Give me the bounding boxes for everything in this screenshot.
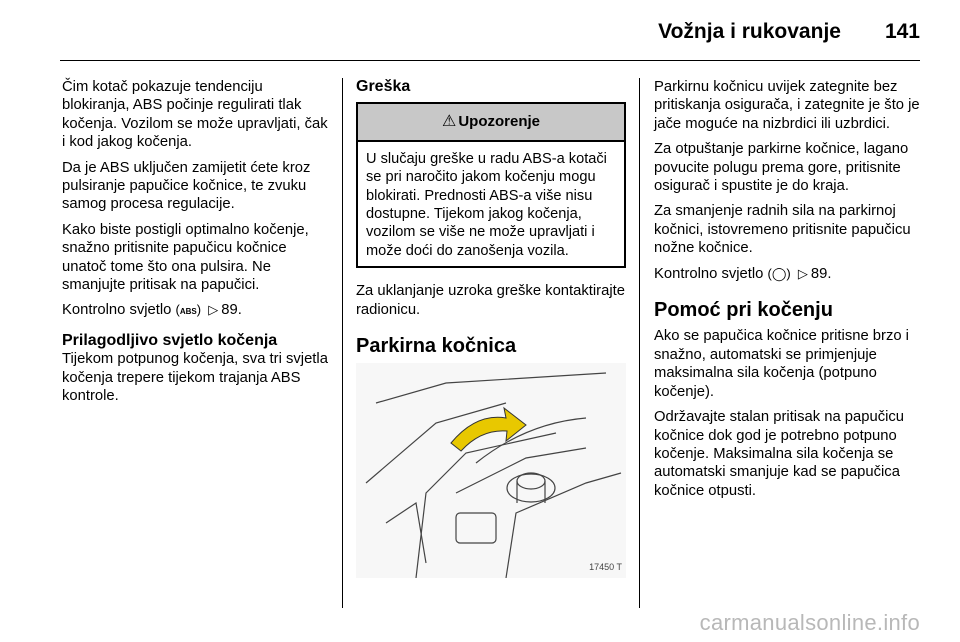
paragraph-control-lamp [62, 301, 330, 321]
page-reference-arrow-icon: ▷ [797, 265, 808, 281]
paragraph-abs-regulation: Čim kotač pokazuje tendenciju blokiranja, ABS počinje regulirati tlak kočenja. Vozilom se može upravljati, čak i kod jakog kočenja. [62, 79, 328, 151]
direction-arrow-icon [451, 408, 526, 451]
heading-adaptive-brake-light: Prilagodljivo svjetlo kočenja [62, 331, 278, 349]
section-title: Vožnja i rukovanje [658, 20, 841, 43]
paragraph-release-parking-brake: Za otpuštanje parkirne kočnice, lagano povucite polugu prema gore, pritisnite osigurač i spustite je do kraja. [654, 141, 909, 195]
paragraph-maintain-pressure: Održavajte stalan pritisak na papučicu kočnice dok god je potrebno potpuno kočenje. Maksimalna sila kočenja se automatski smanjuje kad se papučica kočnice otpusti. [654, 409, 905, 499]
header-divider [60, 60, 920, 61]
abs-warning-lamp-icon: (ABS) [175, 302, 202, 318]
paragraph-apply-parking-brake: Parkirnu kočnicu uvijek zategnite bez pritiskanja osigurača, i zategnite je što je jače moguće na nizbrdici ili uzbrdici. [654, 79, 920, 132]
warning-box [356, 102, 626, 268]
paragraph-reduce-forces: Za smanjenje radnih sila na parkirnoj kočnici, istovremeno pritisnite papučicu nožne kočnice. [654, 203, 911, 257]
paragraph-abs-pulsing: Da je ABS uključen zamijetit ćete kroz pulsiranje papučice kočnice, te zvuku samog procesa regulacije. [62, 159, 311, 213]
parking-brake-drawing [356, 363, 626, 578]
heading-parking-brake: Parkirna kočnica [356, 335, 517, 358]
column-left [62, 78, 330, 413]
page-header [658, 20, 920, 44]
brake-warning-lamp-icon: (◯) [767, 265, 791, 281]
warning-header [358, 104, 624, 141]
parking-brake-illustration [356, 363, 626, 578]
column-divider-right [639, 78, 640, 608]
page-reference-arrow-icon: ▷ [208, 302, 219, 318]
watermark: carmanualsonline.info [699, 610, 920, 635]
heading-error: Greška [356, 78, 411, 95]
warning-triangle-icon: ⚠ [441, 113, 457, 131]
page-number: 141 [884, 20, 920, 43]
page-reference[interactable]: 89. [810, 265, 832, 282]
paragraph-brake-assist: Ako se papučica kočnice pritisne brzo i snažno, automatski se primjenjuje maksimalna sila kočenja (potpuno kočenje). [654, 328, 909, 400]
column-middle [356, 78, 626, 578]
control-lamp-label: Kontrolno svjetlo [654, 265, 764, 282]
column-divider-left [342, 78, 343, 608]
warning-title: Upozorenje [458, 113, 541, 131]
paragraph-contact-workshop: Za uklanjanje uzroka greške kontaktirajte radionicu. [356, 283, 625, 318]
heading-brake-assist: Pomoć pri kočenju [654, 299, 833, 322]
figure-code: 17450 T [589, 562, 622, 573]
paragraph-adaptive-brake-light: Tijekom potpunog kočenja, sva tri svjetla kočenja trepere tijekom trajanja ABS kontrole. [62, 351, 328, 405]
warning-body: U slučaju greške u radu ABS-a kotači se pri naročito jakom kočenju mogu blokirati. Prednosti ABS-a više nisu dostupne. Tijekom jakog kočenja, vozilom se više ne može upravljati i može doći do zanošenja vozila. [366, 150, 607, 259]
page-reference[interactable]: 89. [221, 302, 242, 319]
paragraph-control-lamp-brake [654, 265, 924, 283]
paragraph-optimal-braking: Kako biste postigli optimalno kočenje, snažno pritisnite papučicu kočnice unatoč tome što ona pulsira. Ne smanjujte pritisak na papučici. [62, 221, 309, 294]
column-right [654, 78, 924, 507]
control-lamp-label: Kontrolno svjetlo [62, 302, 172, 319]
